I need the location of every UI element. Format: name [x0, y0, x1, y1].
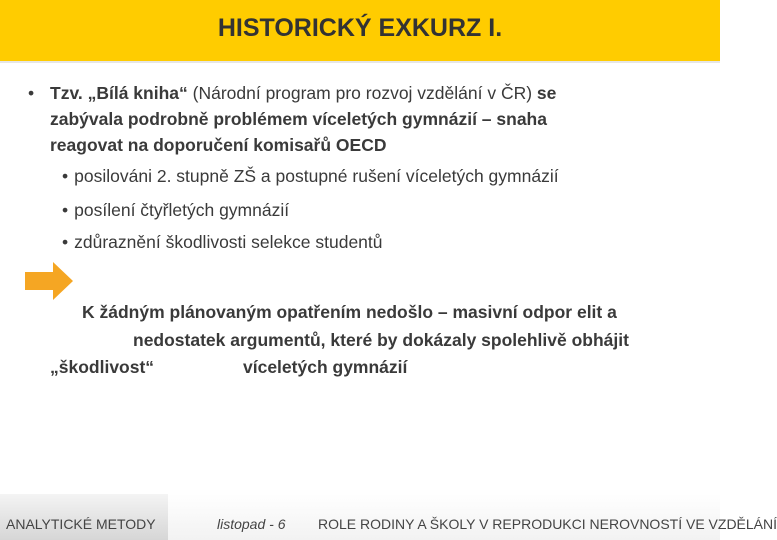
main-bullet-line	[50, 132, 660, 158]
sub-bullet	[62, 200, 289, 221]
title-divider	[0, 61, 720, 63]
bullet-marker: •	[28, 83, 35, 103]
bullet-marker: •	[62, 166, 69, 186]
sub-bullet	[62, 232, 383, 253]
plain-text: (Národní program pro rozvoj vzdělání v ČR)	[187, 83, 537, 103]
conclusion-term: „škodlivost“	[50, 357, 155, 377]
bold-text: se	[536, 83, 557, 103]
bullet-marker: •	[62, 232, 69, 252]
bold-text: reagovat na doporučení komisařů OECD	[50, 135, 387, 155]
conclusion-line: K žádným plánovaným opatřením nedošlo – masivní odpor elit a	[82, 302, 617, 322]
bold-text: Tzv. „Bílá kniha“	[50, 83, 188, 103]
sub-bullet-text: posílení čtyřletých gymnázií	[74, 200, 290, 220]
footer-course: ANALYTICKÉ METODY	[6, 516, 156, 532]
main-bullet-text	[50, 80, 660, 158]
slide-title: HISTORICKÝ EXKURZ I.	[217, 14, 503, 42]
sub-bullet-text: zdůraznění škodlivosti selekce studentů	[74, 232, 383, 252]
bullet-marker: •	[62, 200, 69, 220]
sub-bullet	[62, 166, 559, 187]
conclusion-line: víceletých gymnázií	[243, 357, 408, 377]
conclusion-line: nedostatek argumentů, které by dokázaly spolehlivě obhájit	[133, 330, 629, 350]
main-bullet-line	[50, 80, 660, 106]
main-bullet-line	[50, 106, 660, 132]
footer-date: listopad - 6	[217, 516, 286, 532]
right-arrow-icon	[25, 262, 73, 300]
footer-topic: ROLE RODINY A ŠKOLY V REPRODUKCI NEROVNOSTÍ VE VZDĚLÁNÍ	[318, 516, 777, 532]
bold-text: zabývala podrobně problémem víceletých gymnázií – snaha	[50, 109, 547, 129]
sub-bullet-text: posilováni 2. stupně ZŠ a postupné rušení víceletých gymnázií	[74, 166, 559, 186]
